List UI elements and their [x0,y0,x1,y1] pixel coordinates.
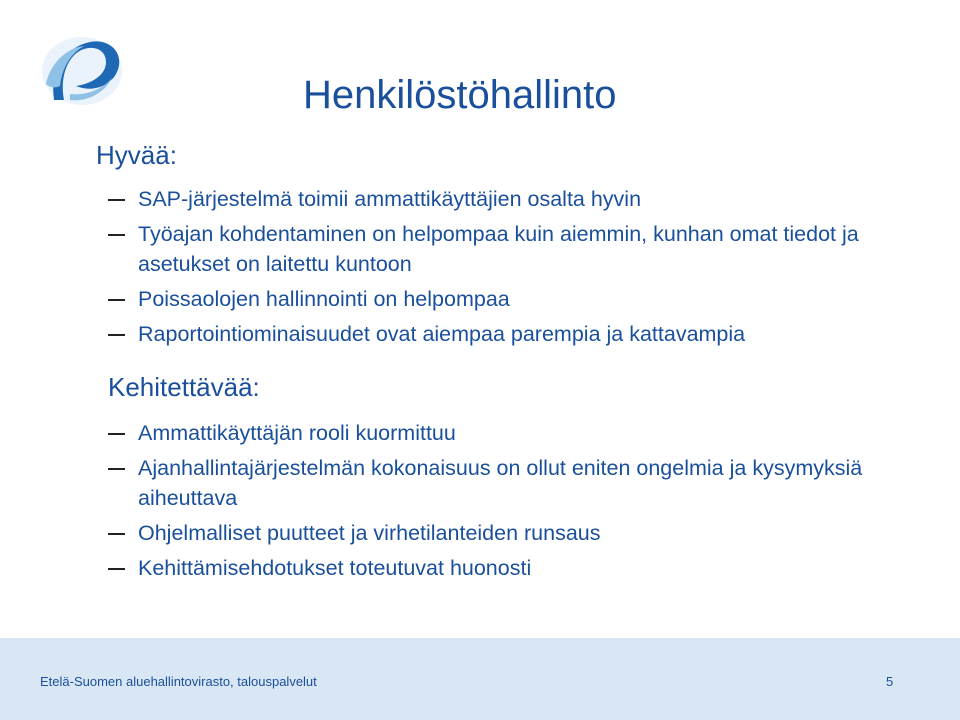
dash-icon [108,568,125,570]
list-item-text: Kehittämisehdotukset toteutuvat huonosti [138,556,532,580]
avi-logo-icon [40,34,124,108]
list-item-text: Poissaolojen hallinnointi on helpompaa [138,287,510,311]
dash-icon [108,299,125,301]
list-item [108,453,928,513]
list-item [108,518,928,548]
slide-title: Henkilöstöhallinto [303,73,617,117]
footer-organization: Etelä-Suomen aluehallintovirasto, talouspalvelut [40,674,317,689]
logo [40,34,124,108]
list-item [108,184,928,214]
dash-icon [108,468,125,470]
good-heading: Hyvää: [96,140,177,170]
list-item [108,219,928,279]
dash-icon [108,433,125,435]
page-number: 5 [886,674,894,689]
list-item-text: Työajan kohdentaminen on helpompaa kuin aiemmin, kunhan omat tiedot ja asetukset on laitettu kuntoon [138,222,859,276]
dash-icon [108,334,125,336]
list-item [108,553,928,583]
list-item-text: Ajanhallintajärjestelmän kokonaisuus on ollut eniten ongelmia ja kysymyksiä aiheuttava [138,456,863,510]
list-item-text: SAP-järjestelmä toimii ammattikäyttäjien osalta hyvin [138,187,642,211]
dash-icon [108,199,125,201]
improve-list [108,418,928,588]
improve-heading: Kehitettävää: [108,372,260,402]
dash-icon [108,234,125,236]
dash-icon [108,533,125,535]
list-item [108,284,928,314]
list-item-text: Ammattikäyttäjän rooli kuormittuu [138,421,456,445]
list-item-text: Raportointiominaisuudet ovat aiempaa parempia ja kattavampia [138,322,746,346]
list-item [108,418,928,448]
good-list [108,184,928,354]
list-item [108,319,928,349]
list-item-text: Ohjelmalliset puutteet ja virhetilanteiden runsaus [138,521,601,545]
